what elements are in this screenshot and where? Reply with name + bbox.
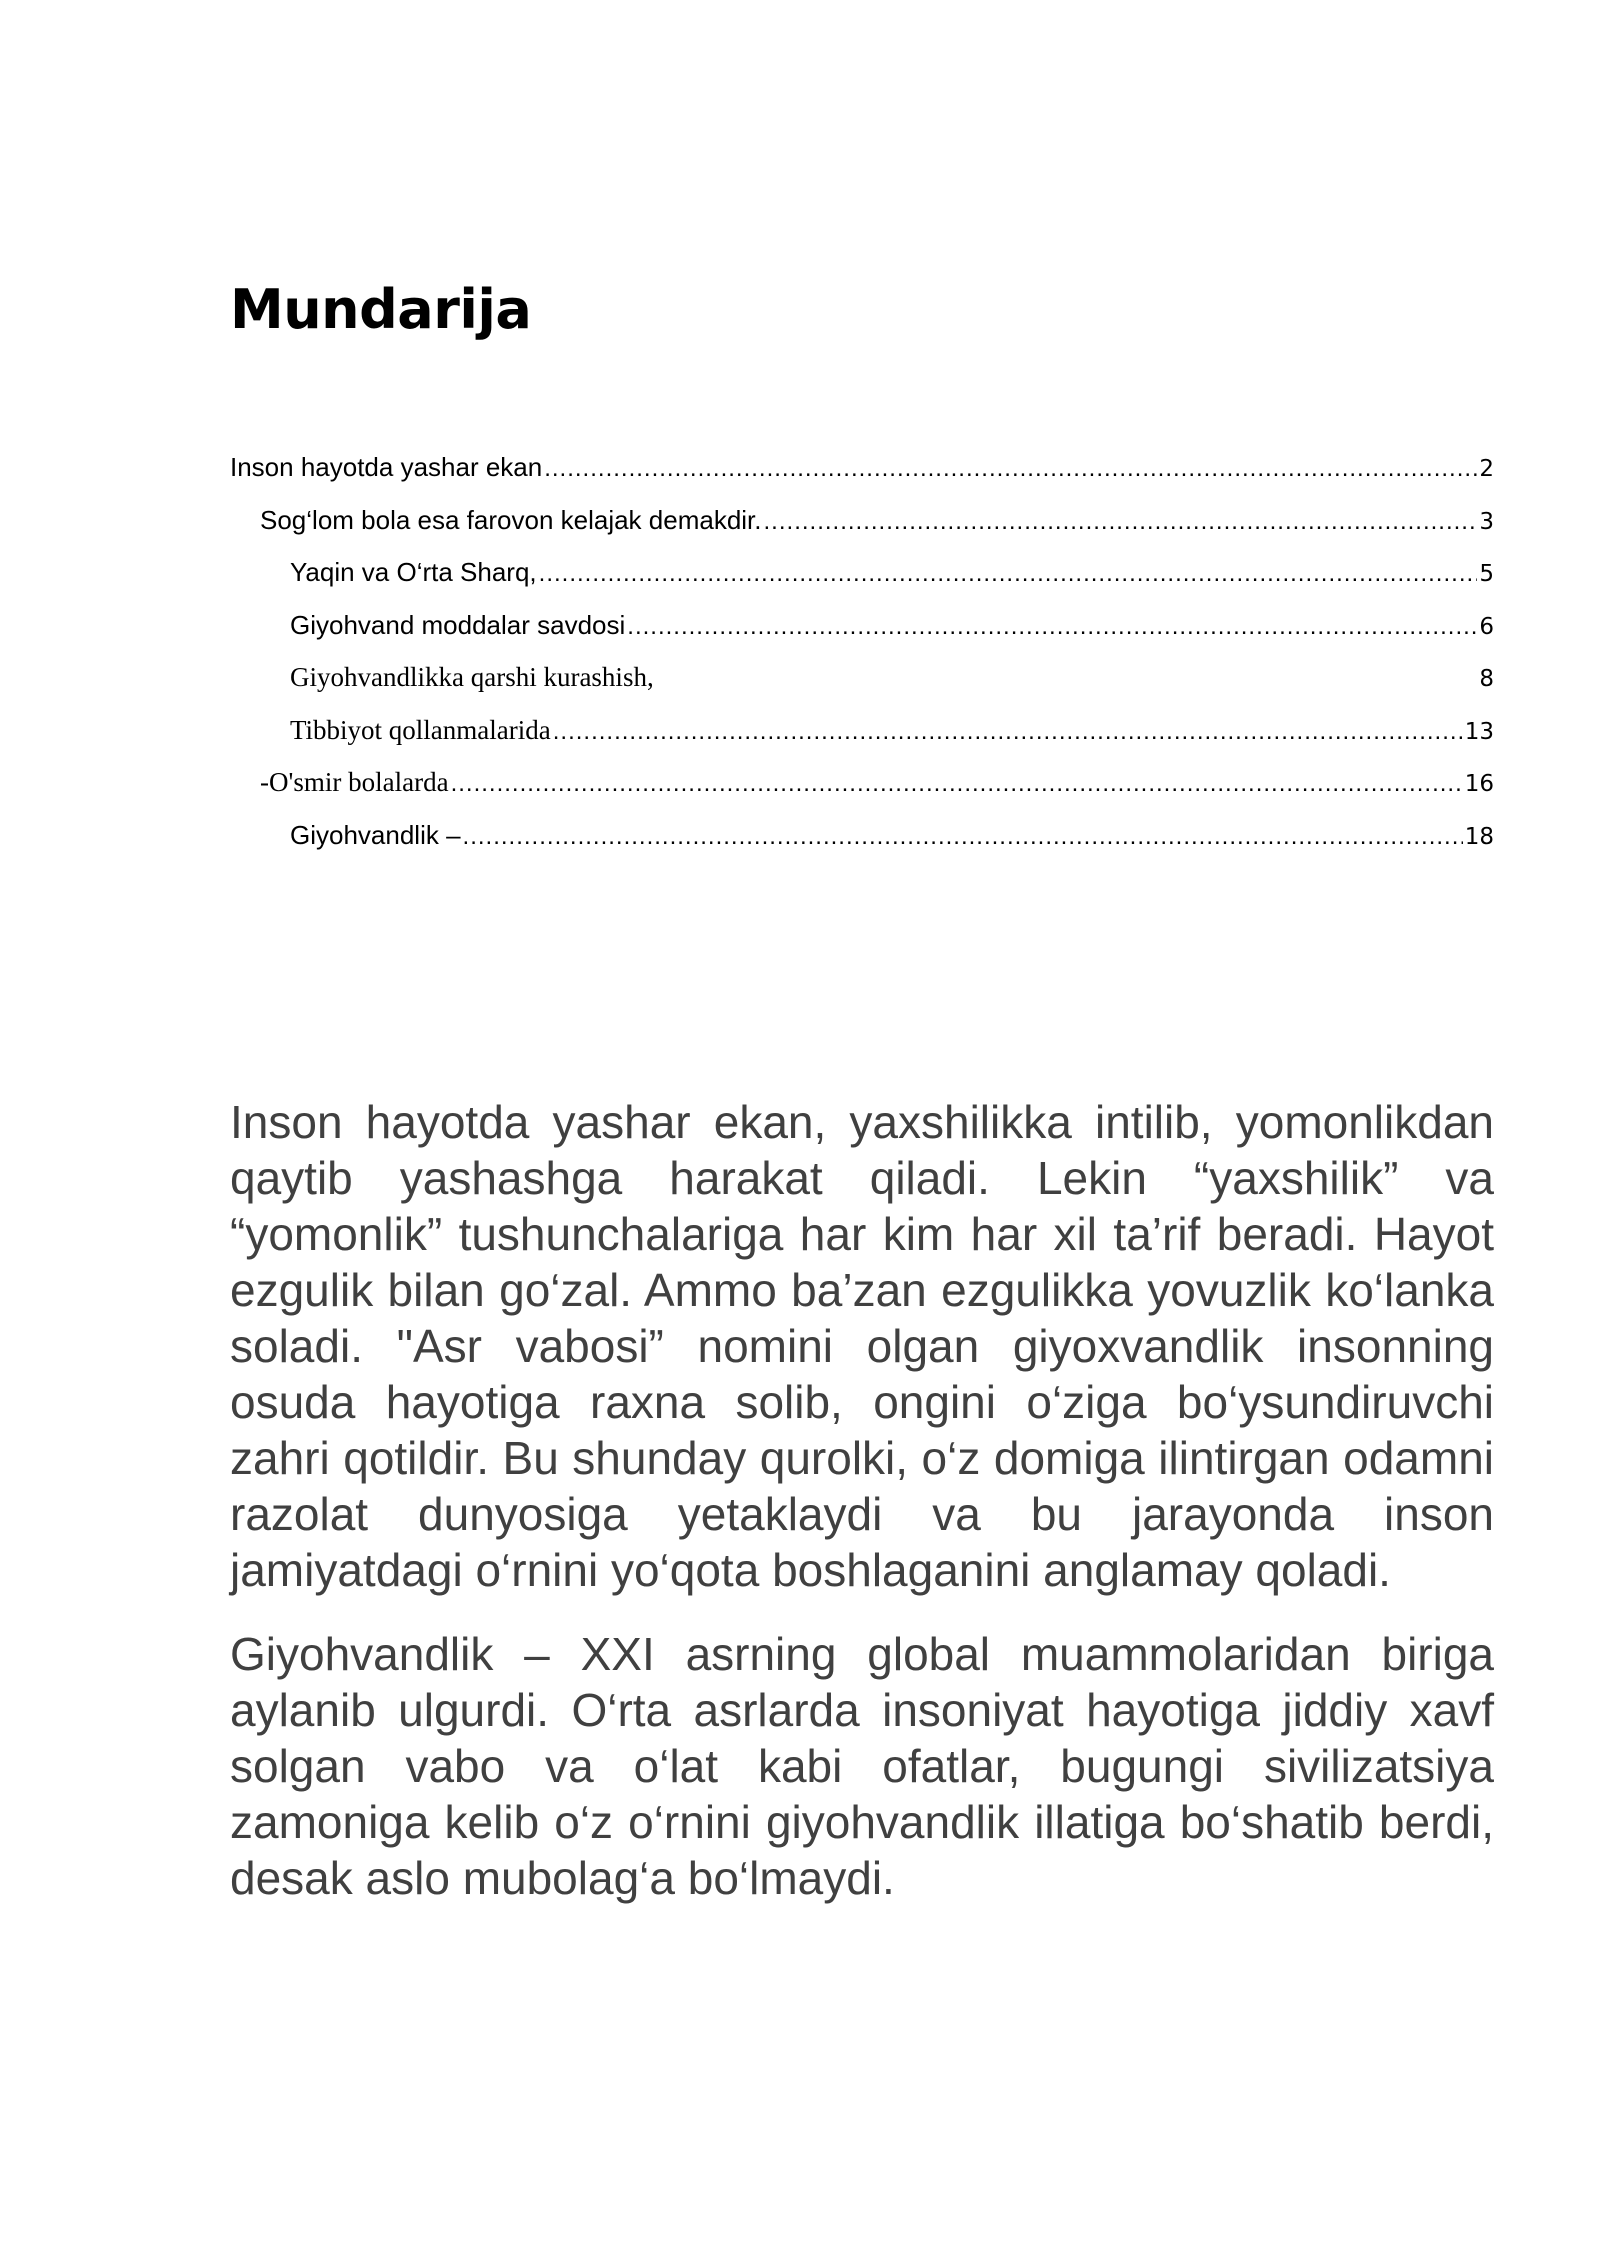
toc-entry-label: Giyohvandlikka qarshi kurashish, xyxy=(290,662,654,692)
paragraph: Inson hayotda yashar ekan, yaxshilikka intilib, yomonlikdan qaytib yashashga harakat qiladi. Lekin “yaxshilik” va “yomonlik” tushunchalariga har kim har xil ta’rif beradi. Hayot ezgulik bilan go‘zal. Ammo ba’zan ezgulikka yovuzlik ko‘lanka soladi. "Asr vabosi” nomini olgan giyoxvandlik insonning osuda hayotiga raxna solib, ongini o‘ziga bo‘ysundiruvchi zahri qotildir. Bu shunday qurolki, o‘z domiga ilintirgan odamni razolat dunyosiga yetaklaydi va bu jarayonda inson jamiyatdagi o‘rnini yo‘qota boshlaganini anglamay qoladi. xyxy=(230,1096,1494,1596)
toc-entry[interactable] xyxy=(230,662,1494,715)
body-text xyxy=(230,1094,1494,1934)
toc-page-number: 2 xyxy=(1479,456,1494,482)
toc-title: Mundarija xyxy=(230,278,532,341)
toc-dot-leader xyxy=(544,455,1477,483)
toc-entry[interactable] xyxy=(230,715,1494,768)
toc-page-number: 13 xyxy=(1464,718,1494,745)
toc-entry[interactable] xyxy=(230,767,1494,820)
toc-page-number: 6 xyxy=(1479,613,1494,640)
toc-entry-label: Inson hayotda yashar ekan xyxy=(230,452,543,482)
toc-page-number: 3 xyxy=(1479,508,1494,535)
paragraph: Giyohvandlik – XXI asrning global muammolaridan biriga aylanib ulgurdi. O‘rta asrlarda insoniyat hayotiga jiddiy xavf solgan vabo va o‘lat kabi ofatlar, bugungi sivilizatsiya zamoniga kelib o‘z o‘rnini giyohvandlik illatiga bo‘shatib berdi, desak aslo mubolag‘a bo‘lmaydi. xyxy=(230,1628,1494,1904)
toc-page-number: 8 xyxy=(1479,666,1494,692)
toc-dot-leader xyxy=(463,823,1463,851)
toc-entry[interactable] xyxy=(230,820,1494,873)
toc-entry-label: -O'smir bolalarda xyxy=(260,767,449,797)
toc-entry[interactable] xyxy=(230,505,1494,558)
toc-page-number: 18 xyxy=(1464,823,1494,850)
toc-entry-label: Giyohvandlik – xyxy=(290,819,461,850)
toc-dot-leader xyxy=(764,508,1478,536)
toc-entry[interactable] xyxy=(230,452,1494,505)
toc-dot-leader xyxy=(553,718,1463,746)
table-of-contents xyxy=(230,452,1494,872)
toc-entry[interactable] xyxy=(230,610,1494,663)
toc-page-number: 5 xyxy=(1479,561,1494,587)
toc-dot-leader xyxy=(451,770,1463,798)
toc-entry[interactable] xyxy=(230,557,1494,610)
toc-entry-label: Yaqin va O‘rta Sharq, xyxy=(290,557,537,587)
toc-dot-leader xyxy=(627,613,1477,641)
toc-dot-leader xyxy=(539,560,1478,588)
toc-entry-label: Tibbiyot qollanmalarida xyxy=(290,714,551,745)
toc-entry-label: Giyohvand moddalar savdosi xyxy=(290,609,626,640)
toc-page-number: 16 xyxy=(1464,771,1494,797)
toc-entry-label: Sog‘lom bola esa farovon kelajak demakdir. xyxy=(260,504,762,535)
